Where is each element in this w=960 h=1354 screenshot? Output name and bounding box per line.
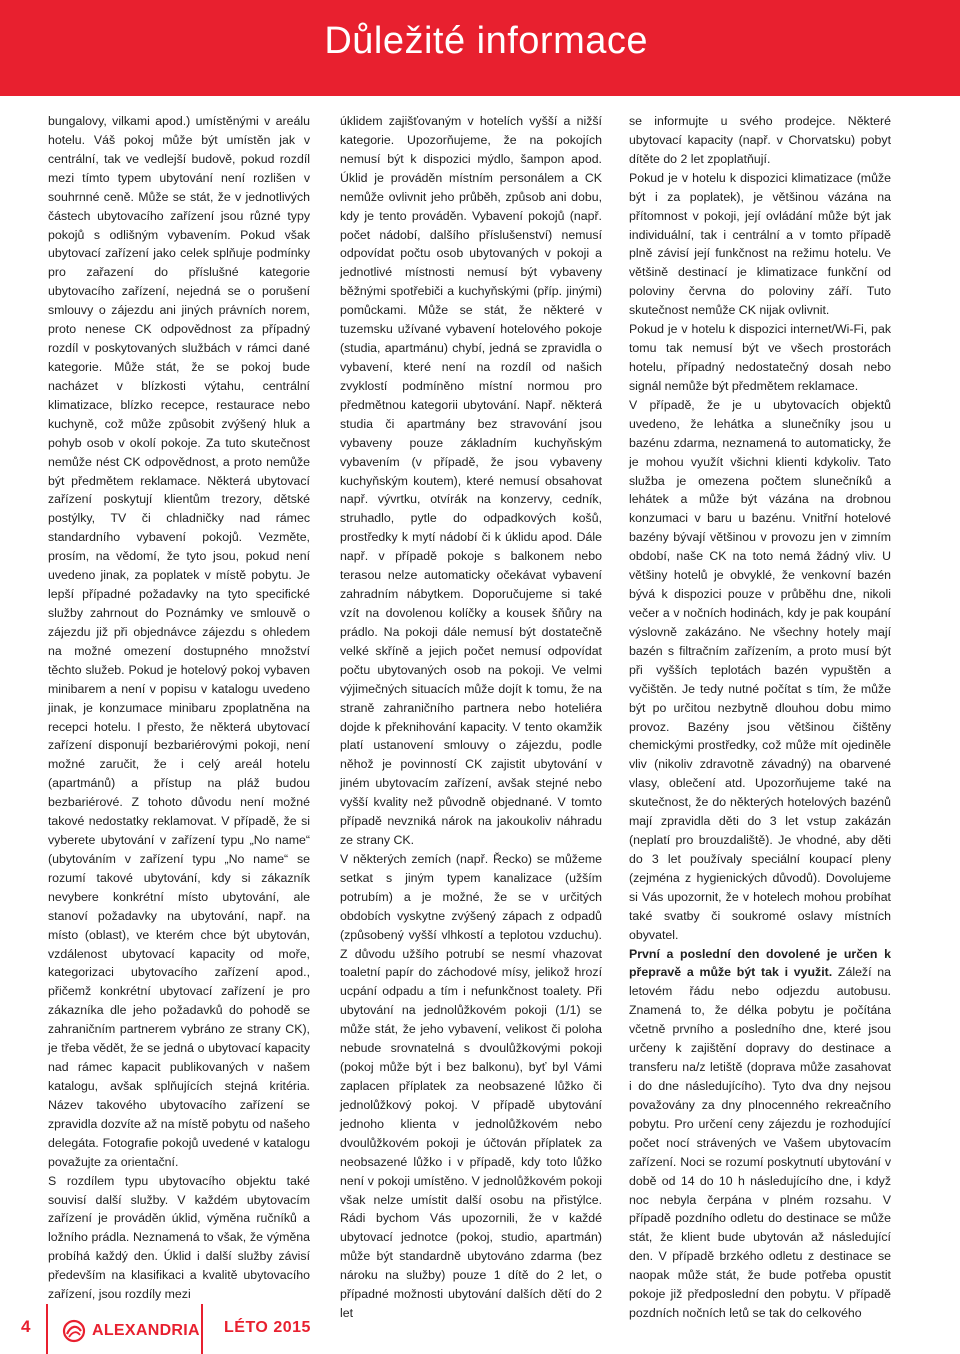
paragraph: Pokud je v hotelu k dispozici internet/Wi-Fi, pak tomu tak nemusí být ve všech prostorách hotelu, případný nedostatečný dosah nebo signál nemůže být předmětem reklamace. [629,322,891,393]
text-column-3 [629,112,892,1321]
text-column-2 [340,112,602,1321]
paragraph: S rozdílem typu ubytovacího objektu také souvisí další služby. V každém ubytovacím zařízení je prováděn úklid, výměna ručníků a ložního prádla. Neznamená to však, že výměna probíhá každý den. Úklid i další služby závisí především na klasifikaci a kvalitě ubytovacího zařízení, jsou rozdíly mezi [48,1173,310,1302]
paragraph [629,945,891,1323]
bold-note: První a poslední den dovolené je určen k přepravě a může být tak i využit. [629,946,891,980]
header-banner [0,0,960,96]
page-title: Důležité informace [324,20,648,62]
paragraph-continuation: Záleží na letovém řádu nebo odjezdu autobusu. Znamená to, že délka pobytu je počítána včetně prvního a posledního dne, které jsou určeny k zajištění dopravy do destinace a transferu na/z letiště (doprava může zasahovat i do dne následujícího). Tyto dva dny nejsou považovány za dny plnocenného rekreačního pobytu. Pro určení ceny zájezdu je rozhodující počet nocí strávených ve Vašem ubytovacím zařízení. Noci se rozumí poskytnutí ubytování v době od 14 do 10 h následujícího dne, i když noc nebyla čerpána v plném rozsahu. V případě pozdního odletu do destinace se může stát, že klient bude ubytován až následující den. V případě brzkého odletu z destinace se naopak může stát, že bude potřeba opustit pokoje již předposlední den pobytu. V případě pozdních nočních letů se tak do celkového [629,965,892,1321]
text-column-1 [48,112,310,1302]
page-number: 4 [21,1317,31,1336]
paragraph: úklidem zajišťovaným v hotelích vyšší a nižší kategorie. Upozorňujeme, že na pokojích nemusí být k dispozici mýdlo, šampon apod. Úklid je prováděn místním personálem a CK nemůže ovlivnit jeho průběh, způsob ani dobu, kdy je tento prováděn. Vybavení pokojů (např. počet nádobí, dalšího příslušenství) nemusí odpovídat počtu osob ubytovaných v pokoji a jednotlivé místnosti nemusí být vybaveny běžnými spotřebiči a kuchyňskými (příp. jinými) pomůckami. Může se stát, že některé v tuzemsku užívané vybavení hotelového pokoje (studia, apartmánu) chybí, jedná se zpravidla o vybavení, které není na rozdíl od našich zvyklostí podmíněno místní normou pro předmětnou kategorii ubytování. Např. některá studia či apartmány bez stravování jsou vybaveny pouze základním kuchyňským vybavením (v případě, že jsou vybaveny kuchyňským koutem), které nemusí obsahovat např. vývrtku, otvírák na konzervy, cedník, struhadlo, pytle do odpadkových košů, prostředky k mytí nádobí či k úklidu apod. Dále např. v případě pokoje s balkonem nebo terasou nelze automaticky očekávat vybavení zahradním nábytkem. Doporučujeme si také vzít na dovolenou kolíčky a kousek šňůry na prádlo. Na pokoji dále nemusí být dostatečně velké skříně a jejich počet nemusí odpovídat počtu ubytovaných osob na pokoji. Ve velmi výjimečných situacích může dojít k tomu, že na straně zahraničního partnera nebo hoteliéra dojde k překnihování kapacity. V tento okamžik platí ustanovení smlouvy o zájezdu, podle něhož je povinností CK zajistit ubytování v jiném ubytovacím zařízení, avšak stejné nebo vyšší kvality než původně objednané. V tomto případě nevzniká nárok na jakoukoliv náhradu ze strany CK. [340,114,602,848]
brand-logo [62,1318,200,1344]
brand-name: ALEXANDRIA [92,1322,200,1339]
paragraph: V případě, že je u ubytovacích objektů uvedeno, že lehátka a slunečníky jsou u bazénu zdarma, neznamená to automaticky, že je mohou využít všichni klienti kdykoliv. Tato služba je omezena počtem slunečníků a lehátek a může být vázána na drobnou konzumaci v baru u bazénu. Vnitřní hotelové bazény bývají většinou v provozu jen v zimním období, naše CK na toto nemá žádný vliv. U většiny hotelů je obvyklé, že venkovní bazén bývá k dispozici pouze v průběhu dne, nikoli večer a v nočních hodinách, kdy je pak koupání výslovně zakázáno. Ne všechny hotely mají bazén s filtračním zařízením, a proto musí být při vyšších teplotách bazén vypuštěn a vyčištěn. Je tedy nutné počítat s tím, že může být po určitou nezbytně dlouhou dobu mimo provoz. Bazény jsou většinou čištěny chemickými prostředky, což může mít ojediněle vliv (nikoliv zdravotně závadný) na obarvené vlasy, oblečení atd. Upozorňujeme také na skutečnost, že do některých hotelových bazénů mají zpravidla děti do 3 let vstup zakázán (neplatí pro brouzdaliště). Je vhodné, aby děti do 3 let používaly speciální koupací pleny (zejména z hygienických důvodů). Dovolujeme si Vás upozornit, že v hotelech mohou probíhat také svatby či soukromé oslavy místních obyvatel. [629,397,891,942]
footer-divider [201,1304,203,1354]
paragraph: se informujte u svého prodejce. Některé ubytovací kapacity (např. v Chorvatsku) pobyt dítěte do 2 let zpoplatňují. [629,114,891,166]
footer-divider [46,1304,48,1354]
alexandria-logo-icon [62,1319,86,1343]
paragraph: bungalovy, vilkami apod.) umístěnými v areálu hotelu. Váš pokoj může být umístěn jak v centrální, tak ve vedlejší budově, pokud rozdíl mezi tímto typem ubytování není rozlišen v souhrnné ceně. Může se stát, že v jednotlivých částech ubytovacího zařízení jsou různé typy pokojů s odlišným vybavením. Pokud však ubytovací zařízení jako celek splňuje podmínky pro zařazení do příslušné kategorie ubytovacího zařízení, nejedná se o porušení smlouvy o zájezdu ani jiných právních norem, proto nenese CK odpovědnost za případný rozdíl v poskytovaných službách v rámci dané kategorie. Může stát, že se pokoj bude nacházet v blízkosti výtahu, centrální klimatizace, blízko recepce, restaurace nebo kuchyně, což může způsobit zvýšený hluk a pohyb osob v okolí pokoje. Za tuto skutečnost nemůže nést CK odpovědnost, a proto nemůže být předmětem reklamace. Některá ubytovací zařízení poskytují klientům trezory, dětské postýlky, TV či chladničky nad rámec standardního vybavení pokojů. Vezměte, prosím, na vědomí, že tyto jsou, pokud není uvedeno jinak, za poplatek v místě pobytu. Je lepší případné požadavky na tyto specifické služby zahrnout do Poznámky ve smlouvě o zájezdu již při objednávce zájezdu s ohledem na možné omezení dostupného množství těchto služeb. Pokud je hotelový pokoj vybaven minibarem a není v popisu v katalogu uvedeno jinak, je konzumace minibaru zpoplatněna na recepci hotelu. I přesto, že některá ubytovací zařízení disponují bezbariérovými pokoji, není možné zaručit, že i celý areál hotelu (apartmánů) a přístup na pláž budou bezbariérové. Z tohoto důvodu není možné takové nedostatky reklamovat. V případě, že si vyberete ubytování v zařízení typu „No name“ (ubytováním v zařízení typu „No name“ se rozumí takové ubytování, kdy si zákazník nevybere konkrétní místo ubytování, ale stanoví požadavky na ubytování, např. na místo (oblast), ve kterém chce být ubytován, vzdálenost ubytovací kapacity od moře, kategorizaci ubytovacího zařízení apod., přičemž konkrétní ubytovací zařízení je pro zákazníka dle jeho požadavků do pohodě se zahraničním partnerem vybráno ze strany CK), je třeba vědět, že se jedná o ubytovací kapacity nad rámec kapacit publikovaných v našem katalogu, avšak splňujících stejná kritéria. Název takového ubytovacího zařízení se zpravidla dozvíte až na místě pobytu od našeho delegáta. Fotografie pokojů uvedené v katalogu považujte za orientační. [48,114,310,1169]
paragraph: V některých zemích (např. Řecko) se můžeme setkat s jiným typem kanalizace (užším potrubím) a je možné, že se v určitých obdobích vyskytne zvýšený zápach z odpadů (způsobený vyšší vlhkostí a teplotou vzduchu). Z důvodu užšího potrubí se nesmí vhazovat toaletní papír do záchodové mísy, jelikož hrozí ucpání odpadu a tím i nefunkčnost toalety. Při ubytování na jednolůžkovém pokoji (1/1) se může stát, že jeho vybavení, velikost či poloha nebude srovnatelná s dvoulůžkovými pokoji (pokoj může být i bez balkonu), byť byl Vámi zaplacen příplatek za neobsazené lůžko či jednolůžkový pokoj. V případě ubytování jednoho klienta v jednolůžkovém nebo dvoulůžkovém pokoji je účtován příplatek za neobsazené lůžko i v případě, kdy toto lůžko není v pokoji umístěno. V jednolůžkovém pokoji však nelze umístit další osobu na přistýlce. Rádi bychom Vás upozornili, že v každé ubytovací jednotce (pokoj, studio, apartmán) může být standardně ubytováno zdarma (bez nároku na služby) pouze 1 dítě do 2 let, o případné možnosti ubytování dalších dětí do 2 let [340,851,602,1321]
paragraph: Pokud je v hotelu k dispozici klimatizace (může být i za poplatek), je většinou vázána na přítomnost v pokoji, její ovládání může být jak individuální, tak i centrální a v tomto případě plně závisí její funkčnost na režimu hotelu. Ve většině destinací je klimatizace funkční od poloviny června do poloviny září. Tuto skutečnost nemůže CK nijak ovlivnit. [629,170,891,318]
season-label: LÉTO 2015 [224,1319,311,1336]
